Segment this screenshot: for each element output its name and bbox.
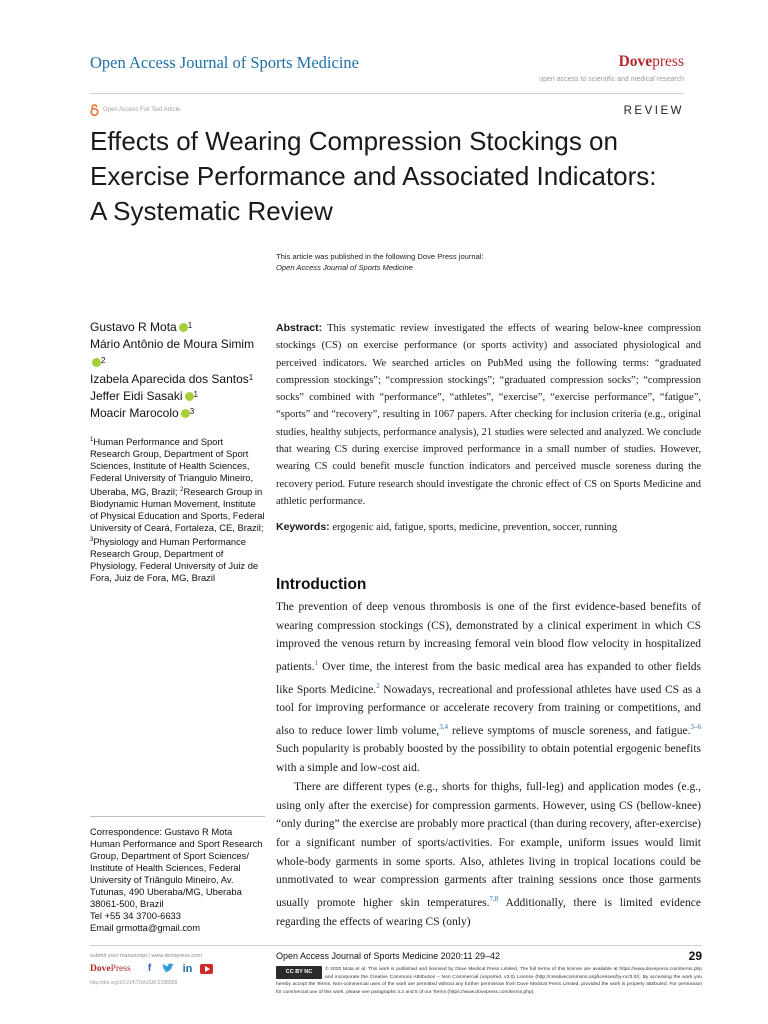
correspondence-line: Tutunas, 490 Uberaba/MG, Uberaba xyxy=(90,886,242,897)
header-divider xyxy=(90,93,684,94)
author-affiliation-marker: 1 xyxy=(248,372,254,382)
author-item xyxy=(90,336,265,371)
paragraph-text: Over time, the interest from the basic medical area has expanded to other fields like Sports Medicine. xyxy=(276,660,701,696)
affiliation-marker: 3 xyxy=(90,537,94,544)
affiliation-text: Physiology and Human Performance Research Group, Department of Physiology, Federal University of Juiz de Fora, Juiz de Fora, MG, Brazil xyxy=(90,536,259,584)
brand-light: press xyxy=(652,53,684,70)
author-item xyxy=(90,371,265,388)
author-affiliation-marker: 1 xyxy=(193,390,198,400)
facebook-icon[interactable]: f xyxy=(147,963,152,974)
dove-light: Press xyxy=(110,964,131,974)
author-item xyxy=(90,405,265,422)
title-line: Effects of Wearing Compression Stockings on xyxy=(90,126,618,156)
author-name: Izabela Aparecida dos Santos xyxy=(90,371,249,386)
correspondence-line: Human Performance and Sport Research xyxy=(90,838,263,849)
social-links xyxy=(143,962,213,975)
abstract xyxy=(276,320,701,510)
title-line: A Systematic Review xyxy=(90,196,333,226)
correspondence-line: 38061-500, Brazil xyxy=(90,898,164,909)
citation-ref[interactable]: 3–6 xyxy=(690,722,701,731)
abstract-label: Abstract: xyxy=(276,322,323,334)
orcid-icon[interactable] xyxy=(92,358,101,367)
publisher-tagline: open access to scientific and medical research xyxy=(539,76,684,83)
author-affiliation-marker: 1 xyxy=(187,321,193,330)
cc-license-icon[interactable]: CC BY NC xyxy=(276,966,322,979)
correspondence xyxy=(90,826,270,934)
correspondence-line: Correspondence: Gustavo R Mota xyxy=(90,826,233,837)
author-affiliation-marker: 2 xyxy=(101,355,106,365)
affiliation-text: Human Performance and Sport Research Group, Department of Sport Sciences, Institute of Health Sciences, Federal University of Triangulo Mineiro, Uberaba, MG, Brazil; xyxy=(90,436,254,498)
open-access-label xyxy=(90,104,180,116)
brand-bold: Dove xyxy=(618,53,653,70)
paragraph-text: relieve symptoms of muscle soreness, and fatigue. xyxy=(447,724,691,737)
paragraph-text: Additionally, there is limited evidence regarding the effects of wearing CS (only) xyxy=(276,896,701,928)
author-item xyxy=(90,388,265,405)
paragraph-text: Such popularity is probably boosted by the possibility to obtain potential ergogenic benefits with a simple and low-cost aid. xyxy=(276,743,701,775)
correspondence-line: Group, Department of Sport Sciences/ xyxy=(90,850,249,861)
paragraph xyxy=(276,778,701,931)
abstract-text: This systematic review investigated the effects of wearing below-knee compression stockings (CS) on exercise performance (or sports activity) and associated physiological and perceived indicators. We searched articles on PubMed using the following terms: “graduated compression stockings”; “compression stockings”; “graduated compression socks”; “compression socks” combined with “performance”, “athletes”, “exercise”, “exercise performance”, “fatigue”, “sports” and “recovery”, resulting in 1067 papers. After checking for inclusion criteria (e.g., original studies, healthy subjects, performance analysis), 21 studies were selected and analyzed. We conclude that wearing CS during exercise improved performance in a small number of studies. However, wearing CS could benefit muscle function indicators and perceived muscle soreness during the recovery period. Future research should investigate the chronic effect of CS on Sports Medicine and athletic performance. xyxy=(276,323,701,507)
orcid-icon[interactable] xyxy=(179,323,188,332)
open-access-icon xyxy=(90,104,99,116)
keywords-text: ergogenic aid, fatigue, sports, medicine, prevention, soccer, running xyxy=(332,522,618,533)
orcid-icon[interactable] xyxy=(181,409,190,418)
article-title xyxy=(90,124,690,229)
paragraph-text: Nowadays, recreational and professional athletes have used CS as a tool for improving performance or accelerate recovery from training or competitions, and also to reduce lower limb volume, xyxy=(276,683,701,737)
affiliation-text: Research Group in Biodynamic Human Movement, Institute of Physical Education and Sports, Federal University of Ceará, Fortaleza, CE, Brazil; xyxy=(90,486,265,534)
paragraph-text: There are different types (e.g., shorts for thighs, full-leg) and application modes (e.g., using only after the exercise) for compression garments. However, using CS (bellow-knee) “only during” the exercise are probably more practical (than during recovery, after-exercise) for a significant number of sports/activities. For example, uniform issues would limit whole-body garments in some sports. Also, athletes living in tropical locations could be unmotivated to wear compression garments after training sessions once those garments usually promote higher skin temperatures. xyxy=(276,780,701,909)
paragraph xyxy=(276,598,701,778)
author-name: Jeffer Eidi Sasaki xyxy=(90,389,183,404)
affiliations xyxy=(90,434,265,584)
submit-manuscript-link[interactable]: submit your manuscript | www.dovepress.com xyxy=(90,953,202,959)
introduction-body xyxy=(276,598,701,931)
dove-bold: Dove xyxy=(90,964,111,974)
linkedin-icon[interactable]: in xyxy=(182,962,193,975)
correspondence-email[interactable]: Email grmotta@gmail.com xyxy=(90,922,201,933)
citation-line: Open Access Journal of Sports Medicine 2020:11 29–42 xyxy=(276,951,500,961)
paragraph-text: The prevention of deep venous thrombosis is one of the first evidence-based benefits of wearing compression stockings (CS), demonstrated by a clinical experiment in which CS improved the venous return by increasing femoral vein blood flow velocity in hospitalized patients. xyxy=(276,601,701,673)
citation-ref[interactable]: 7,8 xyxy=(489,895,499,904)
page-number: 29 xyxy=(688,949,702,963)
citation-ref[interactable]: 1 xyxy=(314,659,319,668)
correspondence-line: University of Triângulo Mineiro, Av. xyxy=(90,874,234,885)
affiliation-marker: 2 xyxy=(180,487,184,494)
open-access-text: Open Access Full Text Article xyxy=(103,107,181,113)
orcid-icon[interactable] xyxy=(185,392,194,401)
title-line: Exercise Performance and Associated Indicators: xyxy=(90,161,657,191)
affiliation-marker: 1 xyxy=(90,437,94,443)
license-text xyxy=(276,966,702,996)
publication-note xyxy=(276,251,676,273)
citation-ref[interactable]: 2 xyxy=(376,681,380,690)
publication-note-text: This article was published in the following Dove Press journal: xyxy=(276,252,484,261)
author-list xyxy=(90,319,265,423)
correspondence-divider xyxy=(90,816,265,817)
author-item xyxy=(90,319,265,336)
section-heading: Introduction xyxy=(276,576,367,593)
youtube-icon[interactable] xyxy=(200,964,213,974)
author-affiliation-marker: 3 xyxy=(189,407,195,417)
twitter-icon[interactable] xyxy=(162,962,175,975)
author-name: Mário Antônio de Moura Simim xyxy=(90,337,255,352)
keywords xyxy=(276,519,701,536)
dovepress-logo xyxy=(90,964,131,974)
author-name: Moacir Marocolo xyxy=(90,406,179,421)
publication-journal: Open Access Journal of Sports Medicine xyxy=(276,263,413,272)
journal-name: Open Access Journal of Sports Medicine xyxy=(90,53,359,72)
doi-link[interactable]: http://doi.org/10.2147/OAJSM.S198809 xyxy=(90,980,178,986)
publisher-logo xyxy=(619,53,684,71)
correspondence-line: Institute of Health Sciences, Federal xyxy=(90,862,241,873)
keywords-label: Keywords: xyxy=(276,521,330,533)
section-label: REVIEW xyxy=(623,105,684,117)
citation-ref[interactable]: 3,4 xyxy=(439,722,448,731)
footer-divider xyxy=(90,945,702,946)
correspondence-line: Tel +55 34 3700-6633 xyxy=(90,910,181,921)
license-body: © 2020 Mota et al. This work is published and licensed by Dove Medical Press Limited. The full terms of this license are available at https://www.dovepress.com/terms.php and incorporate the Creative Commons Attribution – Non Commercial (unported, v3.0) License (http://creativecommons.org/licenses/by-nc/3.0/). By accessing the work you hereby accept the Terms. Non-commercial uses of the work are permitted without any further permission from Dove Medical Press Limited, provided the work is properly attributed. For permission for commercial use of this work, please see paragraphs 4.2 and 5 of our Terms (https://www.dovepress.com/terms.php). xyxy=(276,967,702,995)
author-name: Gustavo R Mota xyxy=(90,320,177,334)
